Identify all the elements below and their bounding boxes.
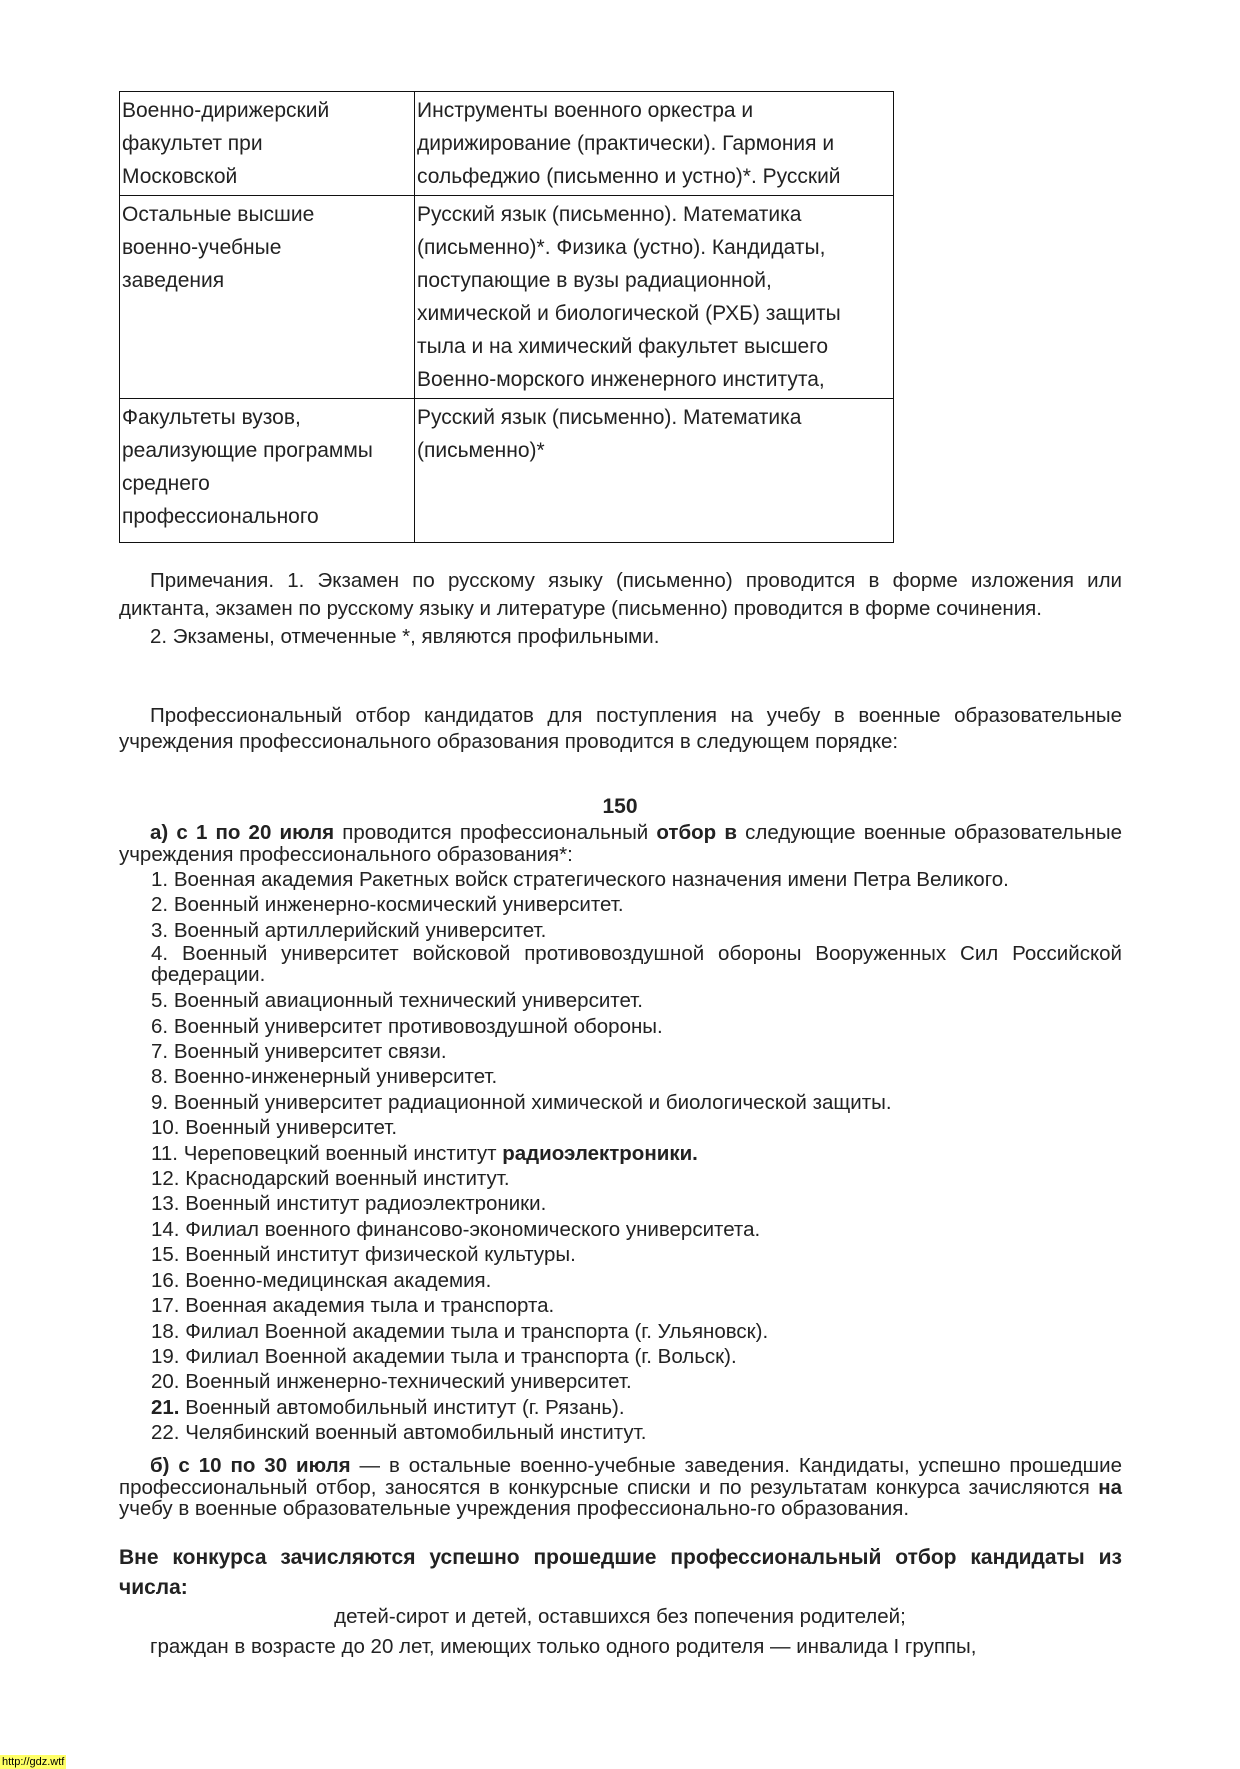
- item-number: 20.: [151, 1370, 180, 1394]
- list-item: [151, 1090, 1122, 1115]
- outside-competition-heading: Вне конкурса зачисляются успешно прошедшие профессиональный отбор кандидаты из числа:: [119, 1546, 1122, 1599]
- institution-cell: [120, 92, 415, 196]
- cell-line: тыла и на химический факультет высшего: [417, 335, 829, 358]
- item-text: Военный авиационный технический университет.: [173, 989, 643, 1013]
- note-2: 2. Экзамены, отмеченные *, являются профильными.: [150, 625, 660, 648]
- item-number: 14.: [151, 1217, 180, 1241]
- cell-line: Военно-дирижерский: [122, 99, 330, 122]
- item-text: Военный артиллерийский университет.: [173, 918, 547, 942]
- cell-line: профессионального: [122, 505, 319, 528]
- institutions-list: [151, 867, 1122, 1446]
- notes: [119, 567, 1122, 651]
- orphans-line: детей-сирот и детей, оставшихся без попечения родителей;: [334, 1605, 906, 1628]
- section-b-bold: на: [1098, 1475, 1122, 1499]
- item-text: Военный автомобильный институт (г. Рязань).: [185, 1395, 625, 1419]
- list-item: [151, 1014, 1122, 1039]
- cell-line: Русский язык (письменно). Математика: [417, 406, 802, 429]
- list-item: [151, 1166, 1122, 1191]
- item-number: 10.: [151, 1116, 180, 1140]
- item-text: Военный университет войсковой противовоздушной обороны Вооруженных Сил Российской федерации.: [151, 942, 1122, 987]
- page-number: 150: [602, 795, 638, 818]
- list-item: [151, 1141, 1122, 1166]
- list-item: [151, 1115, 1122, 1140]
- list-item: [151, 1395, 1122, 1420]
- intro-paragraph: Профессиональный отбор кандидатов для поступления на учебу в военные образовательные учреждения профессионального образования проводится в следующем порядке:: [119, 704, 1122, 753]
- item-number: 8.: [151, 1065, 169, 1089]
- cell-line: Военно-морского инженерного института,: [417, 368, 825, 391]
- item-text: Военный инженерно-технический университет.: [185, 1370, 632, 1394]
- cell-line: сольфеджио (письменно и устно)*. Русский: [417, 165, 841, 188]
- cell-line: Факультеты вузов,: [122, 406, 301, 429]
- institution-cell: [120, 196, 415, 399]
- item-number: 7.: [151, 1040, 169, 1064]
- cell-line: военно-учебные: [122, 236, 282, 259]
- cell-line: Остальные высшие: [122, 203, 315, 226]
- cell-line: Инструменты военного оркестра и: [417, 99, 754, 122]
- item-number: 5.: [151, 989, 169, 1013]
- list-item: [151, 1191, 1122, 1216]
- item-text: Военный университет радиационной химической и биологической защиты.: [173, 1090, 892, 1114]
- list-item: [151, 1319, 1122, 1344]
- item-bold-text: радиоэлектроники.: [502, 1141, 698, 1165]
- note-1: Примечания. 1. Экзамен по русскому языку (письменно) проводится в форме изложения или диктанта, экзамен по русскому языку и литературе (письменно) проводится в форме сочинения.: [119, 569, 1122, 620]
- list-item: [151, 918, 1122, 943]
- list-item: [151, 988, 1122, 1013]
- section-a-paragraph: [119, 822, 1122, 866]
- list-item: [151, 1268, 1122, 1293]
- cell-line: заведения: [122, 269, 225, 292]
- section-a-text: следующие военные образовательные учреждения профессионального образования*:: [119, 821, 1123, 866]
- section-b-text: учебу в военные образовательные учреждения профессионально-го образования.: [119, 1497, 910, 1520]
- cell-line: (письменно)*. Физика (устно). Кандидаты,: [417, 236, 826, 259]
- item-text: Филиал Военной академии тыла и транспорта (г. Ульяновск).: [185, 1319, 769, 1343]
- item-text: Военный университет связи.: [173, 1040, 447, 1064]
- item-number: 4.: [151, 942, 169, 966]
- item-text: Филиал военного финансово-экономического университета.: [185, 1217, 761, 1241]
- item-number: 21.: [151, 1395, 180, 1419]
- section-a-dates: а) с 1 по 20 июля: [150, 821, 335, 844]
- table-row: [120, 92, 894, 196]
- list-item: [151, 1039, 1122, 1064]
- item-number: 22.: [151, 1421, 180, 1445]
- list-item: [151, 1344, 1122, 1369]
- item-number: 1.: [151, 868, 169, 891]
- cell-line: реализующие программы: [122, 439, 373, 462]
- item-number: 6.: [151, 1014, 169, 1038]
- section-b-dates: б) с 10 по 30 июля: [150, 1454, 351, 1477]
- item-number: 11.: [151, 1141, 178, 1165]
- cell-line: факультет при: [122, 132, 263, 155]
- exams-cell: [415, 92, 894, 196]
- cell-line: поступающие в вузы радиационной,: [417, 269, 772, 292]
- exam-table: [119, 91, 894, 543]
- list-item: [151, 1064, 1122, 1089]
- section-b-paragraph: [119, 1455, 1122, 1520]
- exams-cell: [415, 399, 894, 543]
- item-text: Военно-медицинская академия.: [185, 1268, 492, 1292]
- item-number: 13.: [151, 1192, 180, 1216]
- source-watermark: http://gdz.wtf: [2, 1756, 65, 1768]
- item-text: Военный институт физической культуры.: [185, 1243, 576, 1267]
- list-item: [151, 1293, 1122, 1318]
- item-text: Военно-инженерный университет.: [173, 1065, 498, 1089]
- item-number: 17.: [151, 1294, 180, 1318]
- item-text: Краснодарский военный институт.: [185, 1167, 510, 1191]
- cell-line: среднего: [122, 472, 210, 495]
- cell-line: Русский язык (письменно). Математика: [417, 203, 802, 226]
- section-b-text: — в остальные военно-учебные заведения. Кандидаты, успешно прошедшие профессиональный отбор, заносятся в конкурсные списки и по результатам конкурса зачисляются: [119, 1454, 1122, 1499]
- table-row: [120, 196, 894, 399]
- section-a-text: проводится профессиональный: [334, 821, 657, 844]
- item-text: Челябинский военный автомобильный институт.: [185, 1421, 647, 1445]
- item-number: 3.: [151, 918, 169, 942]
- cell-line: дирижирование (практически). Гармония и: [417, 132, 835, 155]
- item-text: Военный инженерно-космический университет.: [173, 893, 624, 917]
- item-number: 15.: [151, 1243, 180, 1267]
- cell-line: Московской: [122, 165, 238, 188]
- exams-cell: [415, 196, 894, 399]
- list-item: [151, 892, 1122, 917]
- item-text: Военная академия Ракетных войск стратегического назначения имени Петра Великого.: [173, 868, 1009, 891]
- list-item: [151, 943, 1122, 988]
- citizens-line: граждан в возрасте до 20 лет, имеющих только одного родителя — инвалида I группы,: [150, 1635, 977, 1658]
- list-item: [151, 1242, 1122, 1267]
- list-item: [151, 1369, 1122, 1394]
- table-row: [120, 399, 894, 543]
- item-text: Военная академия тыла и транспорта.: [185, 1294, 555, 1318]
- item-number: 18.: [151, 1319, 180, 1343]
- item-text: Военный институт радиоэлектроники.: [185, 1192, 547, 1216]
- list-item: [151, 867, 1122, 892]
- institution-cell: [120, 399, 415, 543]
- list-item: [151, 1217, 1122, 1242]
- item-number: 2.: [151, 893, 169, 917]
- item-text: Филиал Военной академии тыла и транспорта (г. Вольск).: [185, 1344, 737, 1368]
- list-item: [151, 1420, 1122, 1445]
- item-number: 19.: [151, 1344, 180, 1368]
- item-number: 12.: [151, 1167, 180, 1191]
- cell-line: химической и биологической (РХБ) защиты: [417, 302, 841, 325]
- cell-line: (письменно)*: [417, 439, 545, 462]
- item-number: 9.: [151, 1090, 169, 1114]
- item-text: Военный университет.: [185, 1116, 398, 1140]
- item-text: Военный университет противовоздушной обороны.: [173, 1014, 663, 1038]
- item-number: 16.: [151, 1268, 180, 1292]
- section-a-bold: отбор в: [656, 821, 737, 844]
- item-text: Череповецкий военный институт: [183, 1141, 503, 1165]
